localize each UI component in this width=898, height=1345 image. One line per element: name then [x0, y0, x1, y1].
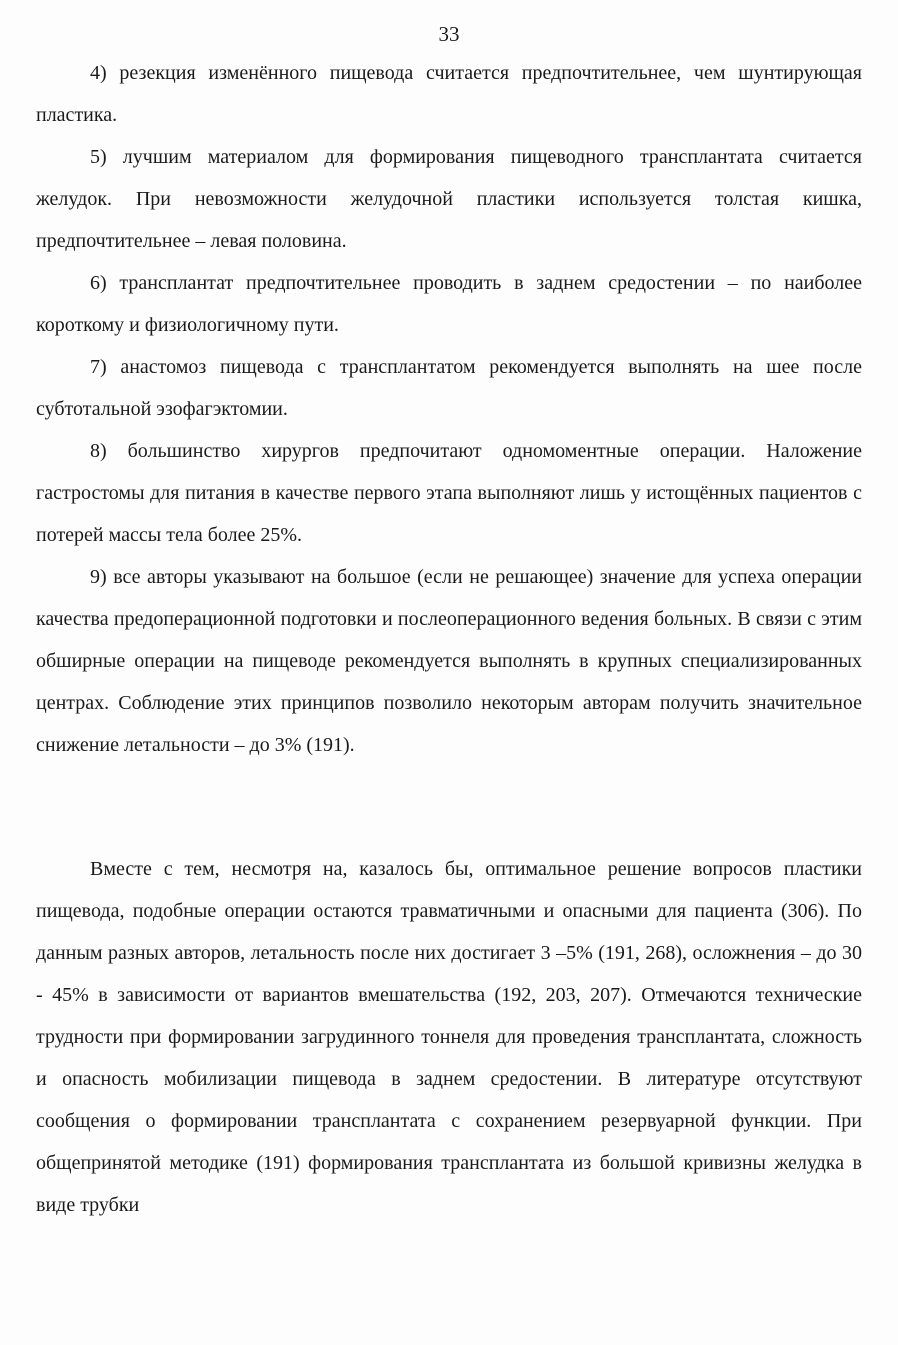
list-item-8: 8) большинство хирургов предпочитают одномоментные операции. Наложение гастростомы для питания в качестве первого этапа выполняют лишь у истощённых пациентов с потерей массы тела более 25%.	[36, 440, 862, 546]
list-item-9: 9) все авторы указывают на большое (если не решающее) значение для успеха операции качества предоперационной подготовки и послеоперационного ведения больных. В связи с этим обширные операции на пищеводе рекомендуется выполнять в крупных специализированных центрах. Соблюдение этих принципов позволило некоторым авторам получить значительное снижение летальности – до 3% (191).	[36, 566, 862, 756]
body-section	[36, 848, 862, 1226]
list-item-7: 7) анастомоз пищевода с трансплантатом рекомендуется выполнять на шее после субтотальной эзофагэктомии.	[36, 356, 862, 420]
numbered-list	[36, 52, 862, 766]
list-item-4: 4) резекция изменённого пищевода считается предпочтительнее, чем шунтирующая пластика.	[36, 62, 862, 126]
main-paragraph: Вместе с тем, несмотря на, казалось бы, оптимальное решение вопросов пластики пищевода, подобные операции остаются травматичными и опасными для пациента (306). По данным разных авторов, летальность после них достигает 3 –5% (191, 268), осложнения – до 30 - 45% в зависимости от вариантов вмешательства (192, 203, 207). Отмечаются технические трудности при формировании загрудинного тоннеля для проведения трансплантата, сложность и опасность мобилизации пищевода в заднем средостении. В литературе отсутствуют сообщения о формировании трансплантата с сохранением резервуарной функции. При общепринятой методике (191) формирования трансплантата из большой кривизны желудка в виде трубки	[36, 858, 862, 1216]
list-item-6: 6) трансплантат предпочтительнее проводить в заднем средостении – по наиболее короткому и физиологичному пути.	[36, 272, 862, 336]
list-item-5: 5) лучшим материалом для формирования пищеводного трансплантата считается желудок. При невозможности желудочной пластики используется толстая кишка, предпочтительнее – левая половина.	[36, 146, 862, 252]
page-number: 33	[438, 22, 460, 46]
